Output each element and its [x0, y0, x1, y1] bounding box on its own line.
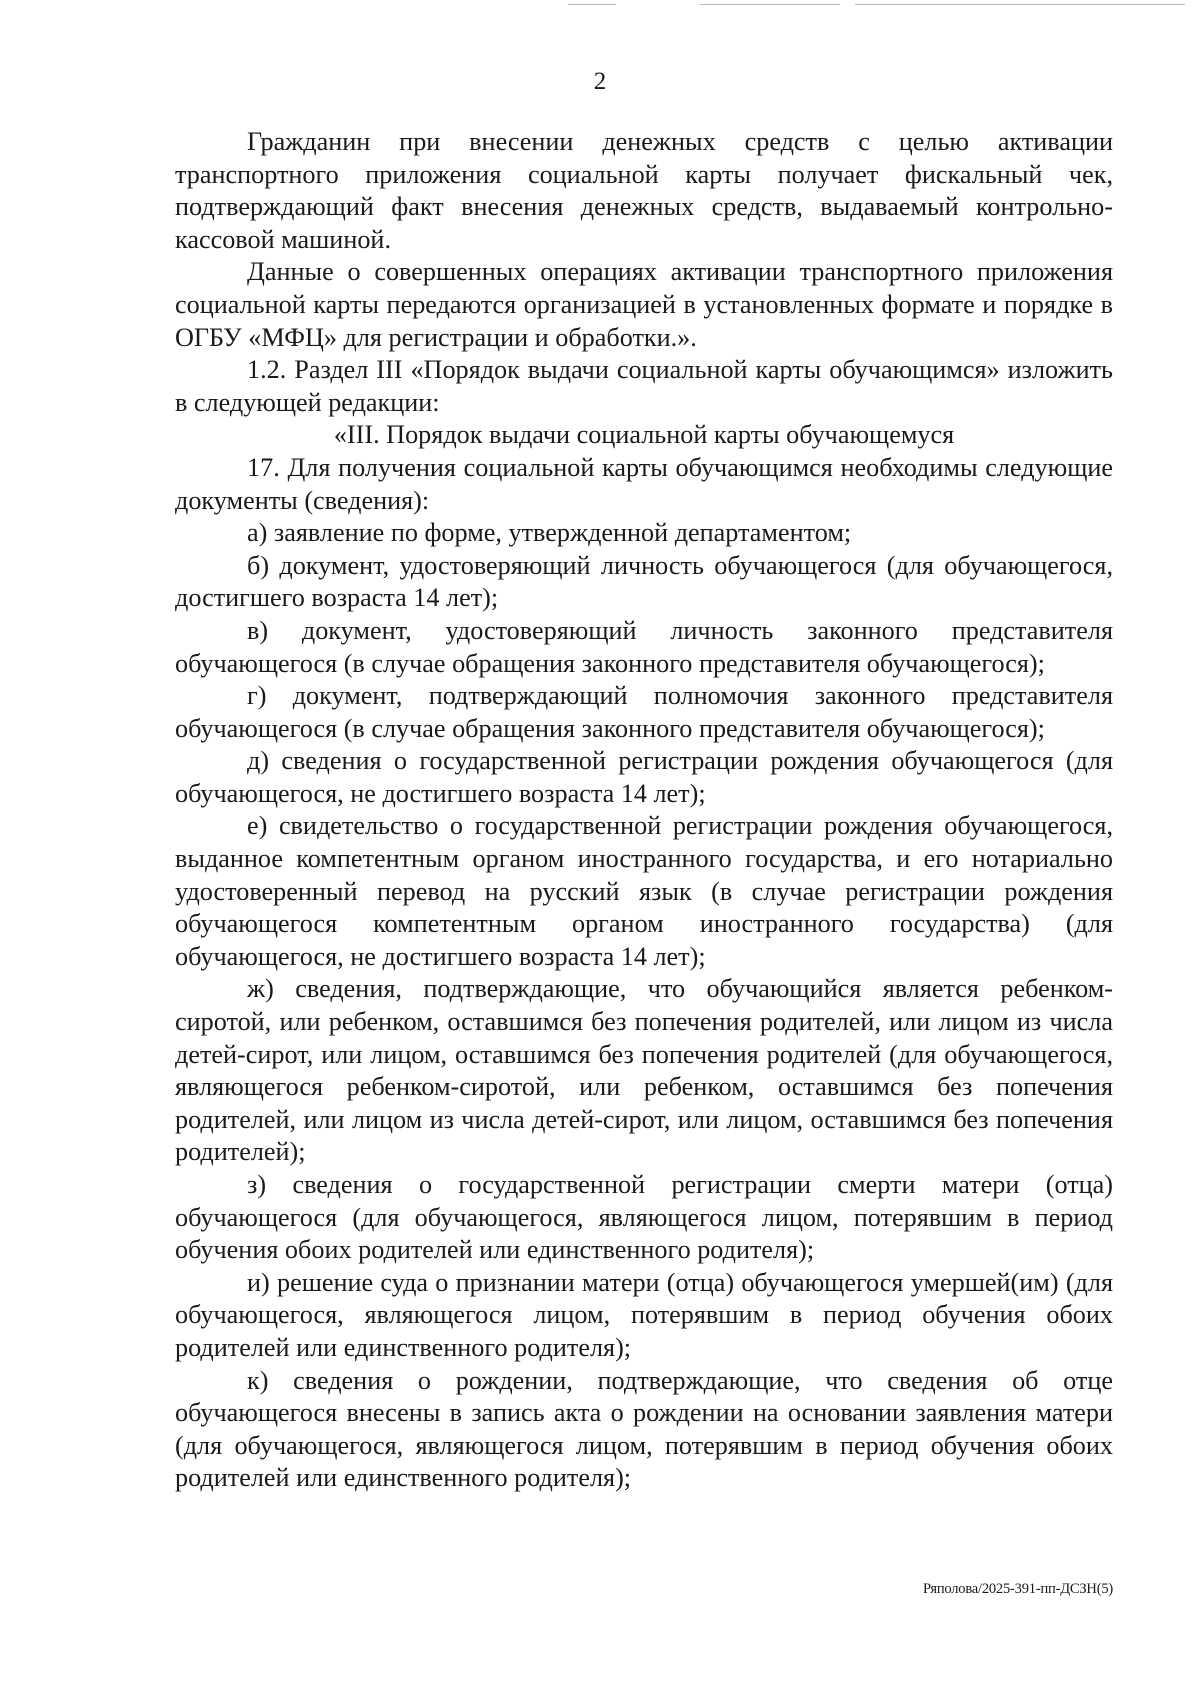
paragraph: Данные о совершенных операциях активации транспортного приложения социальной карты передаются организацией в установленных формате и порядке в ОГБУ «МФЦ» для регистрации и обработки.».	[175, 257, 1113, 352]
document-body	[175, 126, 1113, 1495]
page-number: 2	[593, 68, 607, 95]
clause-e: е) свидетельство о государственной регистрации рождения обучающегося, выданное компетентным органом иностранного государства, и его нотариально удостоверенный перевод на русский язык (в случае регистрации рождения обучающегося компетентным органом иностранного государства) (для обучающегося, не достигшего возраста 14 лет);	[175, 811, 1113, 971]
clause-b: б) документ, удостоверяющий личность обучающегося (для обучающегося, достигшего возраста 14 лет);	[175, 550, 1113, 613]
clause-zh: ж) сведения, подтверждающие, что обучающийся является ребенком-сиротой, или ребенком, оставшимся без попечения родителей, или лицом из числа детей-сирот, или лицом, оставшимся без попечения родителей (для обучающегося, являющегося ребенком-сиротой, или ребенком, оставшимся без попечения родителей, или лицом из числа детей-сирот, или лицом, оставшимся без попечения родителей);	[175, 974, 1113, 1167]
clause-a: а) заявление по форме, утвержденной департаментом;	[247, 518, 852, 548]
scan-artifact-line	[700, 4, 840, 5]
paragraph: Гражданин при внесении денежных средств с целью активации транспортного приложения социальной карты получает фискальный чек, подтверждающий факт внесения денежных средств, выдаваемый контрольно-кассовой машиной.	[175, 127, 1113, 254]
document-code: Ряполова/2025-391-пп-ДСЗН(5)	[923, 1581, 1113, 1597]
clause-z: з) сведения о государственной регистрации смерти матери (отца) обучающегося (для обучающегося, являющегося лицом, потерявшим в период обучения обоих родителей или единственного родителя);	[175, 1170, 1113, 1265]
clause-17: 17. Для получения социальной карты обучающимся необходимы следующие документы (сведения):	[175, 452, 1113, 515]
clause-k: к) сведения о рождении, подтверждающие, что сведения об отце обучающегося внесены в запись акта о рождении на основании заявления матери (для обучающегося, являющегося лицом, потерявшим в период обучения обоих родителей или единственного родителя);	[175, 1365, 1113, 1493]
section-heading: «III. Порядок выдачи социальной карты обучающемуся	[333, 420, 955, 450]
paragraph: 1.2. Раздел III «Порядок выдачи социальной карты обучающимся» изложить в следующей редакции:	[175, 355, 1113, 417]
clause-i: и) решение суда о признании матери (отца) обучающегося умершей(им) (для обучающегося, являющегося лицом, потерявшим в период обучения обоих родителей или единственного родителя);	[175, 1267, 1113, 1362]
clause-g: г) документ, подтверждающий полномочия законного представителя обучающегося (в случае обращения законного представителя обучающегося);	[175, 681, 1113, 743]
scan-artifact-line	[568, 4, 616, 5]
scan-artifact-line	[855, 4, 1185, 5]
clause-d: д) сведения о государственной регистрации рождения обучающегося (для обучающегося, не достигшего возраста 14 лет);	[175, 746, 1113, 808]
clause-v: в) документ, удостоверяющий личность законного представителя обучающегося (в случае обращения законного представителя обучающегося);	[175, 615, 1113, 678]
